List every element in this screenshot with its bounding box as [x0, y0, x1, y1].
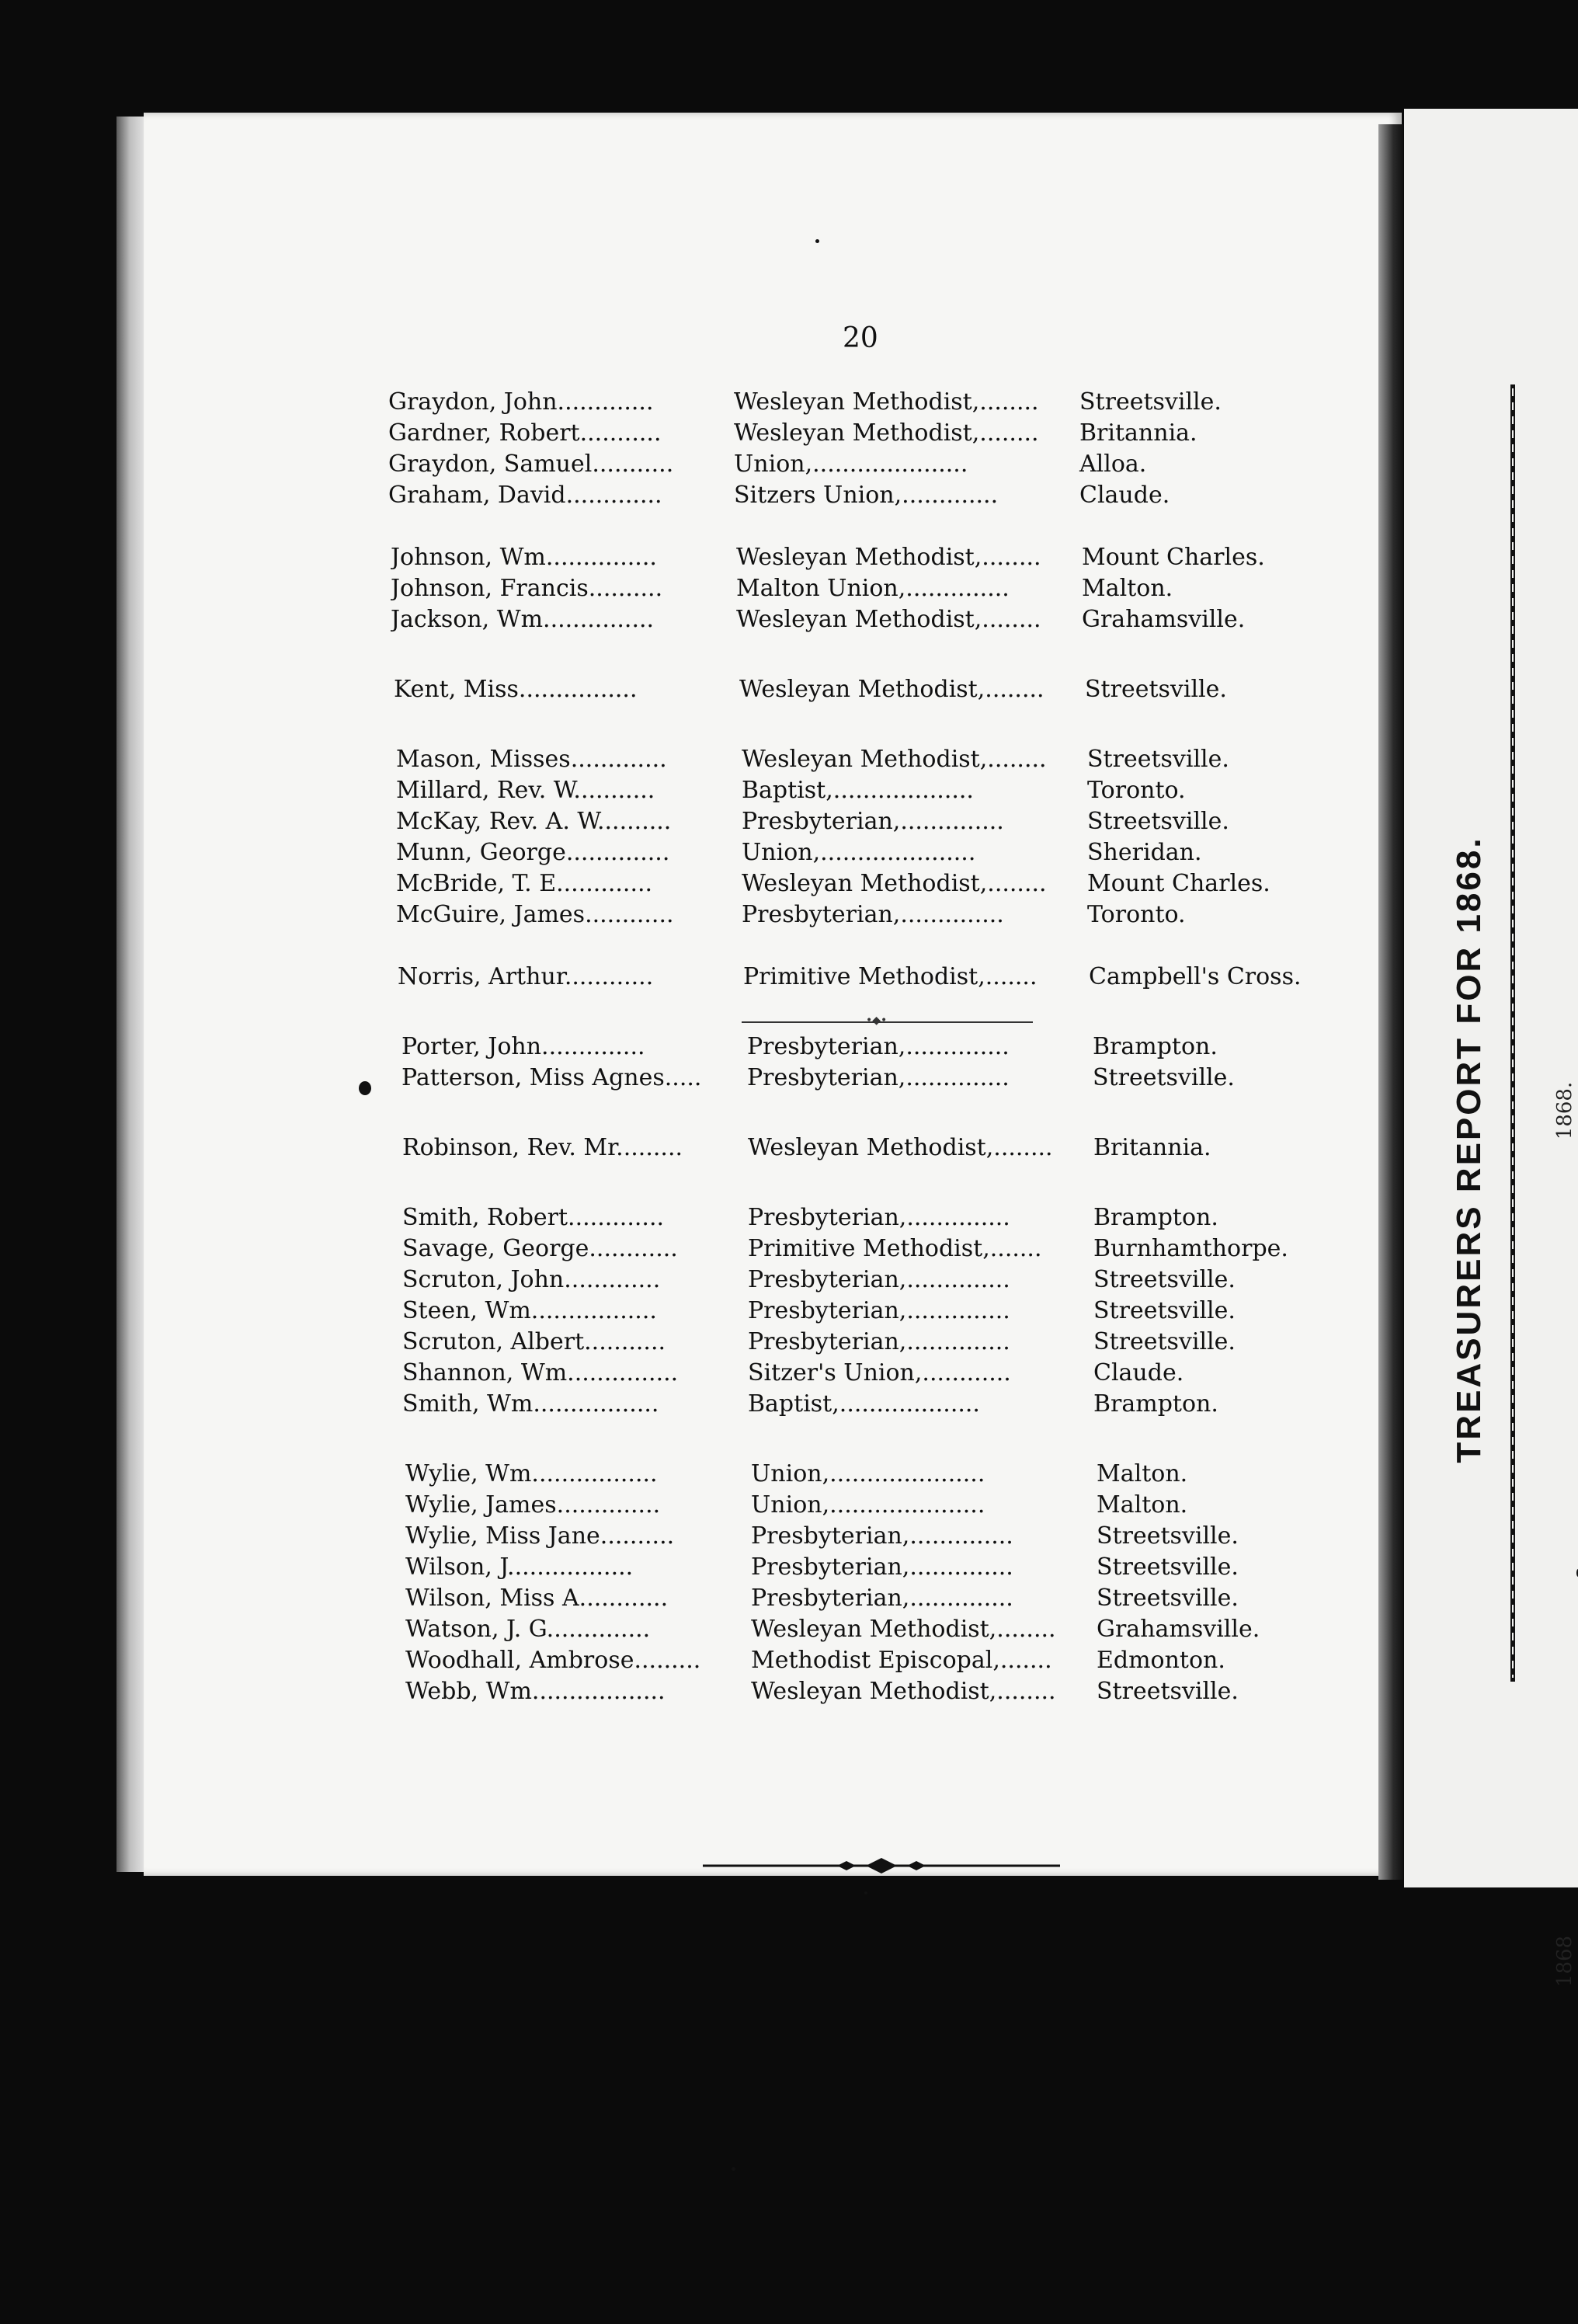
list-row — [402, 1235, 1350, 1263]
post-office: Streetsville. — [1093, 1328, 1236, 1355]
book-cover — [1404, 109, 1578, 1887]
subscriber-name: Smith, Wm................. — [402, 1390, 659, 1418]
dot-leader: ........ — [623, 1134, 683, 1161]
denomination-text: Primitive Methodist, — [743, 963, 985, 990]
denomination — [734, 451, 1076, 478]
subscriber-name: Savage, George............ — [402, 1235, 678, 1262]
dot-leader: ....... — [999, 1647, 1052, 1674]
denomination-text: Wesleyan Methodist, — [751, 1678, 997, 1705]
post-office: Brampton. — [1093, 1390, 1218, 1418]
denomination-text: Union, — [751, 1491, 830, 1519]
dot-leader: ............. — [557, 388, 654, 416]
denomination — [751, 1647, 1093, 1675]
list-row — [388, 451, 1336, 478]
subscriber-name: Wilson, J................. — [405, 1553, 634, 1581]
list-row — [396, 808, 1343, 836]
list-row — [391, 606, 1338, 634]
subscriber-name: Graydon, John............. — [388, 388, 654, 416]
post-office: Campbell's Cross. — [1089, 963, 1302, 990]
denomination — [748, 1390, 1090, 1418]
denomination-text: Wesleyan Methodist, — [734, 388, 980, 416]
denomination — [751, 1616, 1093, 1644]
denomination — [742, 746, 1083, 774]
dot-leader: .............. — [906, 1328, 1010, 1355]
denomination-text: Presbyterian, — [748, 1204, 907, 1231]
denomination — [751, 1460, 1093, 1488]
list-row — [401, 1033, 1349, 1061]
end-ornament — [703, 1856, 1060, 1875]
cover-year-bottom: 1868 — [1553, 1935, 1576, 1988]
dot-leader: .............. — [905, 1064, 1010, 1091]
dot-leader: ............ — [564, 963, 654, 990]
ink-speck — [815, 239, 819, 243]
post-office: Streetsville. — [1097, 1678, 1239, 1705]
list-row — [401, 1064, 1349, 1092]
subscriber-name: McBride, T. E............. — [396, 870, 653, 897]
post-office: Streetsville. — [1093, 1266, 1236, 1293]
dot-leader: ............. — [568, 1204, 665, 1231]
post-office: Streetsville. — [1097, 1585, 1239, 1612]
post-office: Streetsville. — [1093, 1297, 1236, 1324]
dot-leader: .......... — [596, 808, 672, 835]
denomination-text: Presbyterian, — [747, 1033, 906, 1060]
post-office: Britannia. — [1079, 419, 1197, 447]
dot-leader: .............. — [906, 1297, 1010, 1324]
dot-leader: ........ — [996, 1616, 1056, 1643]
denomination-text: Baptist, — [742, 777, 833, 804]
subscriber-name: Woodhall, Ambrose......... — [405, 1647, 701, 1674]
list-row — [402, 1297, 1350, 1325]
dot-leader: ............ — [563, 870, 653, 897]
list-row — [402, 1359, 1350, 1387]
subscriber-name: Graham, David............. — [388, 482, 662, 509]
subscriber-name: Watson, J. G.............. — [405, 1616, 651, 1643]
book-gutter — [1378, 124, 1403, 1880]
dot-leader: .............. — [553, 544, 657, 571]
dot-leader: .............. — [550, 606, 655, 633]
dot-leader: .............. — [906, 1266, 1010, 1293]
post-office: Sheridan. — [1087, 839, 1202, 866]
post-office: Claude. — [1093, 1359, 1184, 1386]
dot-leader: ................ — [540, 1390, 659, 1418]
dot-leader: .............. — [905, 575, 1010, 602]
dot-leader: ........... — [573, 777, 655, 804]
list-row — [388, 482, 1336, 510]
denomination — [742, 777, 1083, 805]
denomination-text: Presbyterian, — [747, 1064, 906, 1091]
denomination-text: Malton Union, — [736, 575, 906, 602]
dot-leader: ................. — [539, 1678, 666, 1705]
dot-leader: .............. — [909, 1522, 1013, 1550]
post-office: Grahamsville. — [1097, 1616, 1260, 1643]
subscriber-name: Johnson, Francis.......... — [391, 575, 663, 602]
subscriber-name: Wylie, Wm................. — [405, 1460, 658, 1487]
dot-leader: ............. — [565, 482, 662, 509]
denomination-text: Wesleyan Methodist, — [742, 746, 988, 773]
denomination — [751, 1491, 1093, 1519]
subscriber-name: Millard, Rev. W........... — [396, 777, 655, 804]
cover-dashed-rule — [1512, 388, 1514, 1678]
denomination-text: Wesleyan Methodist, — [736, 606, 982, 633]
dot-leader: ................ — [518, 676, 638, 703]
subscriber-name: Wylie, Miss Jane.......... — [405, 1522, 675, 1550]
denomination — [747, 1064, 1089, 1092]
post-office: Streetsville. — [1085, 676, 1227, 703]
list-row — [396, 901, 1343, 929]
dot-leader: .............. — [900, 808, 1004, 835]
dot-leader: .............. — [541, 1033, 645, 1060]
denomination-text: Union, — [742, 839, 821, 866]
dot-leader: ........ — [993, 1134, 1053, 1161]
denomination — [751, 1678, 1093, 1706]
list-row — [402, 1134, 1350, 1162]
dot-leader: ........ — [985, 676, 1044, 703]
dot-leader: .......... — [588, 575, 663, 602]
list-row — [388, 388, 1336, 416]
dot-leader: ................... — [839, 1390, 980, 1418]
post-office: Edmonton. — [1097, 1647, 1225, 1674]
dot-leader: ................... — [832, 777, 974, 804]
dot-leader: ..................... — [829, 1491, 985, 1519]
dot-leader: ........ — [979, 419, 1039, 447]
dot-leader: .............. — [900, 901, 1004, 928]
ink-speck — [864, 1891, 867, 1894]
dot-leader: ............ — [589, 1235, 678, 1262]
dot-leader: ..................... — [829, 1460, 985, 1487]
post-office: Burnhamthorpe. — [1093, 1235, 1288, 1262]
dot-leader: ............ — [585, 901, 674, 928]
denomination — [742, 808, 1083, 836]
dot-leader: ................ — [538, 1460, 658, 1487]
dot-leader: ..................... — [820, 839, 976, 866]
denomination-text: Union, — [751, 1460, 830, 1487]
denomination-text: Methodist Episcopal, — [751, 1647, 1000, 1674]
dot-leader: ........ — [996, 1678, 1056, 1705]
dot-leader: ................ — [538, 1297, 657, 1324]
denomination — [748, 1359, 1090, 1387]
denomination — [736, 606, 1078, 634]
subscriber-name: Norris, Arthur............ — [398, 963, 654, 990]
dot-leader: ........... — [592, 451, 674, 478]
denomination — [734, 419, 1076, 447]
post-office: Streetsville. — [1097, 1553, 1239, 1581]
list-row — [405, 1616, 1353, 1644]
denomination-text: Wesleyan Methodist, — [742, 870, 988, 897]
subscriber-name: McGuire, James............ — [396, 901, 674, 928]
dot-leader: ............ — [922, 1359, 1011, 1386]
denomination — [748, 1328, 1090, 1356]
dot-leader: ........ — [979, 388, 1039, 416]
dot-leader: ............. — [902, 482, 999, 509]
dot-leader: .......... — [600, 1522, 675, 1550]
denomination-text: Sitzer's Union, — [748, 1359, 923, 1386]
denomination — [742, 870, 1083, 898]
dot-leader: ............. — [564, 1266, 661, 1293]
dot-leader: ........ — [987, 870, 1047, 897]
dot-leader: ........... — [586, 1585, 669, 1612]
dot-leader: ........... — [579, 419, 662, 447]
denomination-text: Wesleyan Methodist, — [739, 676, 985, 703]
dot-leader: .............. — [574, 1359, 679, 1386]
subscriber-name: Scruton, John............. — [402, 1266, 661, 1293]
denomination-text: Presbyterian, — [751, 1522, 910, 1550]
post-office: Malton. — [1097, 1460, 1188, 1487]
post-office: Streetsville. — [1079, 388, 1222, 416]
post-office: Streetsville. — [1087, 808, 1229, 835]
dot-leader: ............. — [570, 746, 667, 773]
denomination-text: Presbyterian, — [751, 1585, 910, 1612]
denomination-text: Presbyterian, — [748, 1297, 907, 1324]
list-row — [402, 1204, 1350, 1232]
subscriber-name: Webb, Wm.................. — [405, 1678, 666, 1705]
denomination-text: Wesleyan Methodist, — [748, 1134, 994, 1161]
denomination — [739, 676, 1081, 704]
subscriber-name: Patterson, Miss Agnes..... — [401, 1064, 702, 1091]
list-row — [405, 1678, 1353, 1706]
denomination-text: Wesleyan Methodist, — [751, 1616, 997, 1643]
list-row — [405, 1460, 1353, 1488]
denomination — [736, 544, 1078, 572]
denomination — [742, 839, 1083, 867]
subscriber-name: Mason, Misses............. — [396, 746, 667, 773]
post-office: Streetsville. — [1087, 746, 1229, 773]
list-row — [391, 575, 1338, 603]
list-row — [398, 963, 1345, 991]
post-office: Mount Charles. — [1082, 544, 1265, 571]
denomination-text: Wesleyan Methodist, — [736, 544, 982, 571]
denomination-text: Presbyterian, — [748, 1266, 907, 1293]
post-office: Britannia. — [1093, 1134, 1211, 1161]
denomination — [751, 1522, 1093, 1550]
list-row — [405, 1522, 1353, 1550]
denomination-text: Presbyterian, — [751, 1553, 910, 1581]
post-office: Toronto. — [1087, 777, 1186, 804]
dot-leader: .............. — [905, 1033, 1010, 1060]
subscriber-name: McKay, Rev. A. W.......... — [396, 808, 672, 835]
denomination-text: Presbyterian, — [742, 808, 901, 835]
list-row — [405, 1491, 1353, 1519]
post-office: Brampton. — [1093, 1204, 1218, 1231]
dot-leader: .............. — [556, 1491, 661, 1519]
subscriber-name: Gardner, Robert........... — [388, 419, 662, 447]
denomination — [736, 575, 1078, 603]
dot-leader: ......... — [634, 1647, 701, 1674]
ink-blot — [359, 1081, 371, 1095]
subscriber-name: Robinson, Rev. Mr......... — [402, 1134, 683, 1161]
dot-leader: ....... — [989, 1235, 1042, 1262]
cover-title: TREASURERS REPORT FOR 1868. — [1450, 836, 1488, 1463]
list-row — [388, 419, 1336, 447]
dot-leader: ........... — [584, 1328, 666, 1355]
dot-leader: .............. — [565, 839, 670, 866]
list-row — [402, 1390, 1350, 1418]
subscriber-name: Munn, George.............. — [396, 839, 670, 866]
post-office: Malton. — [1097, 1491, 1188, 1519]
list-row — [405, 1647, 1353, 1675]
subscriber-name: Wilson, Miss A............ — [405, 1585, 669, 1612]
dot-leader: ........ — [982, 606, 1041, 633]
subscriber-name: Jackson, Wm............... — [391, 606, 655, 633]
denomination — [742, 901, 1083, 929]
dot-leader: ..... — [664, 1064, 702, 1091]
denomination — [734, 388, 1076, 416]
subscriber-name: Smith, Robert............. — [402, 1204, 665, 1231]
subscriber-name: Wylie, James.............. — [405, 1491, 661, 1519]
dot-leader: .............. — [909, 1585, 1013, 1612]
section-rule — [742, 1021, 1033, 1023]
post-office: Brampton. — [1093, 1033, 1218, 1060]
denomination — [751, 1553, 1093, 1581]
denomination-text: Baptist, — [748, 1390, 839, 1418]
list-row — [396, 870, 1343, 898]
subscriber-name: Scruton, Albert........... — [402, 1328, 666, 1355]
post-office: Grahamsville. — [1082, 606, 1246, 633]
post-office: Mount Charles. — [1087, 870, 1270, 897]
denomination — [748, 1204, 1090, 1232]
dot-leader: ....... — [985, 963, 1038, 990]
dot-leader: .............. — [906, 1204, 1010, 1231]
subscriber-name: Kent, Miss................ — [394, 676, 638, 703]
denomination — [748, 1266, 1090, 1294]
list-row — [402, 1328, 1350, 1356]
list-row — [396, 777, 1343, 805]
post-office: Malton. — [1082, 575, 1173, 602]
dot-leader: ........ — [982, 544, 1041, 571]
ink-speck — [732, 2167, 735, 2171]
post-office: Alloa. — [1079, 451, 1147, 478]
list-row — [405, 1553, 1353, 1581]
dot-leader: ........ — [987, 746, 1047, 773]
denomination-text: Wesleyan Methodist, — [734, 419, 980, 447]
post-office: Claude. — [1079, 482, 1170, 509]
denomination-text: Sitzers Union, — [734, 482, 902, 509]
denomination — [751, 1585, 1093, 1613]
subscriber-name: Steen, Wm................. — [402, 1297, 657, 1324]
denomination — [743, 963, 1085, 991]
denomination-text: Presbyterian, — [742, 901, 901, 928]
dot-leader: ..................... — [812, 451, 968, 478]
section-rule-ornament: •◆• — [866, 1014, 888, 1027]
list-row — [396, 746, 1343, 774]
denomination-text: Primitive Methodist, — [748, 1235, 990, 1262]
subscriber-name: Porter, John.............. — [401, 1033, 645, 1060]
denomination — [748, 1235, 1090, 1263]
denomination — [748, 1297, 1090, 1325]
list-row — [402, 1266, 1350, 1294]
denomination-text: Presbyterian, — [748, 1328, 907, 1355]
dot-leader: ................ — [514, 1553, 634, 1581]
list-row — [391, 544, 1338, 572]
list-row — [405, 1585, 1353, 1613]
list-row — [396, 839, 1343, 867]
post-office: Streetsville. — [1097, 1522, 1239, 1550]
denomination — [748, 1134, 1090, 1162]
cover-year-top: 1868. — [1553, 1081, 1576, 1140]
subscriber-name: Graydon, Samuel........... — [388, 451, 674, 478]
post-office: Toronto. — [1087, 901, 1186, 928]
page-number: 20 — [843, 322, 878, 354]
denomination-text: Union, — [734, 451, 813, 478]
dot-leader: ............. — [554, 1616, 651, 1643]
denomination — [734, 482, 1076, 510]
subscriber-name: Shannon, Wm............... — [402, 1359, 679, 1386]
dot-leader: .............. — [909, 1553, 1013, 1581]
list-row — [394, 676, 1341, 704]
post-office: Streetsville. — [1093, 1064, 1235, 1091]
denomination — [747, 1033, 1089, 1061]
subscriber-name: Johnson, Wm............... — [391, 544, 657, 571]
